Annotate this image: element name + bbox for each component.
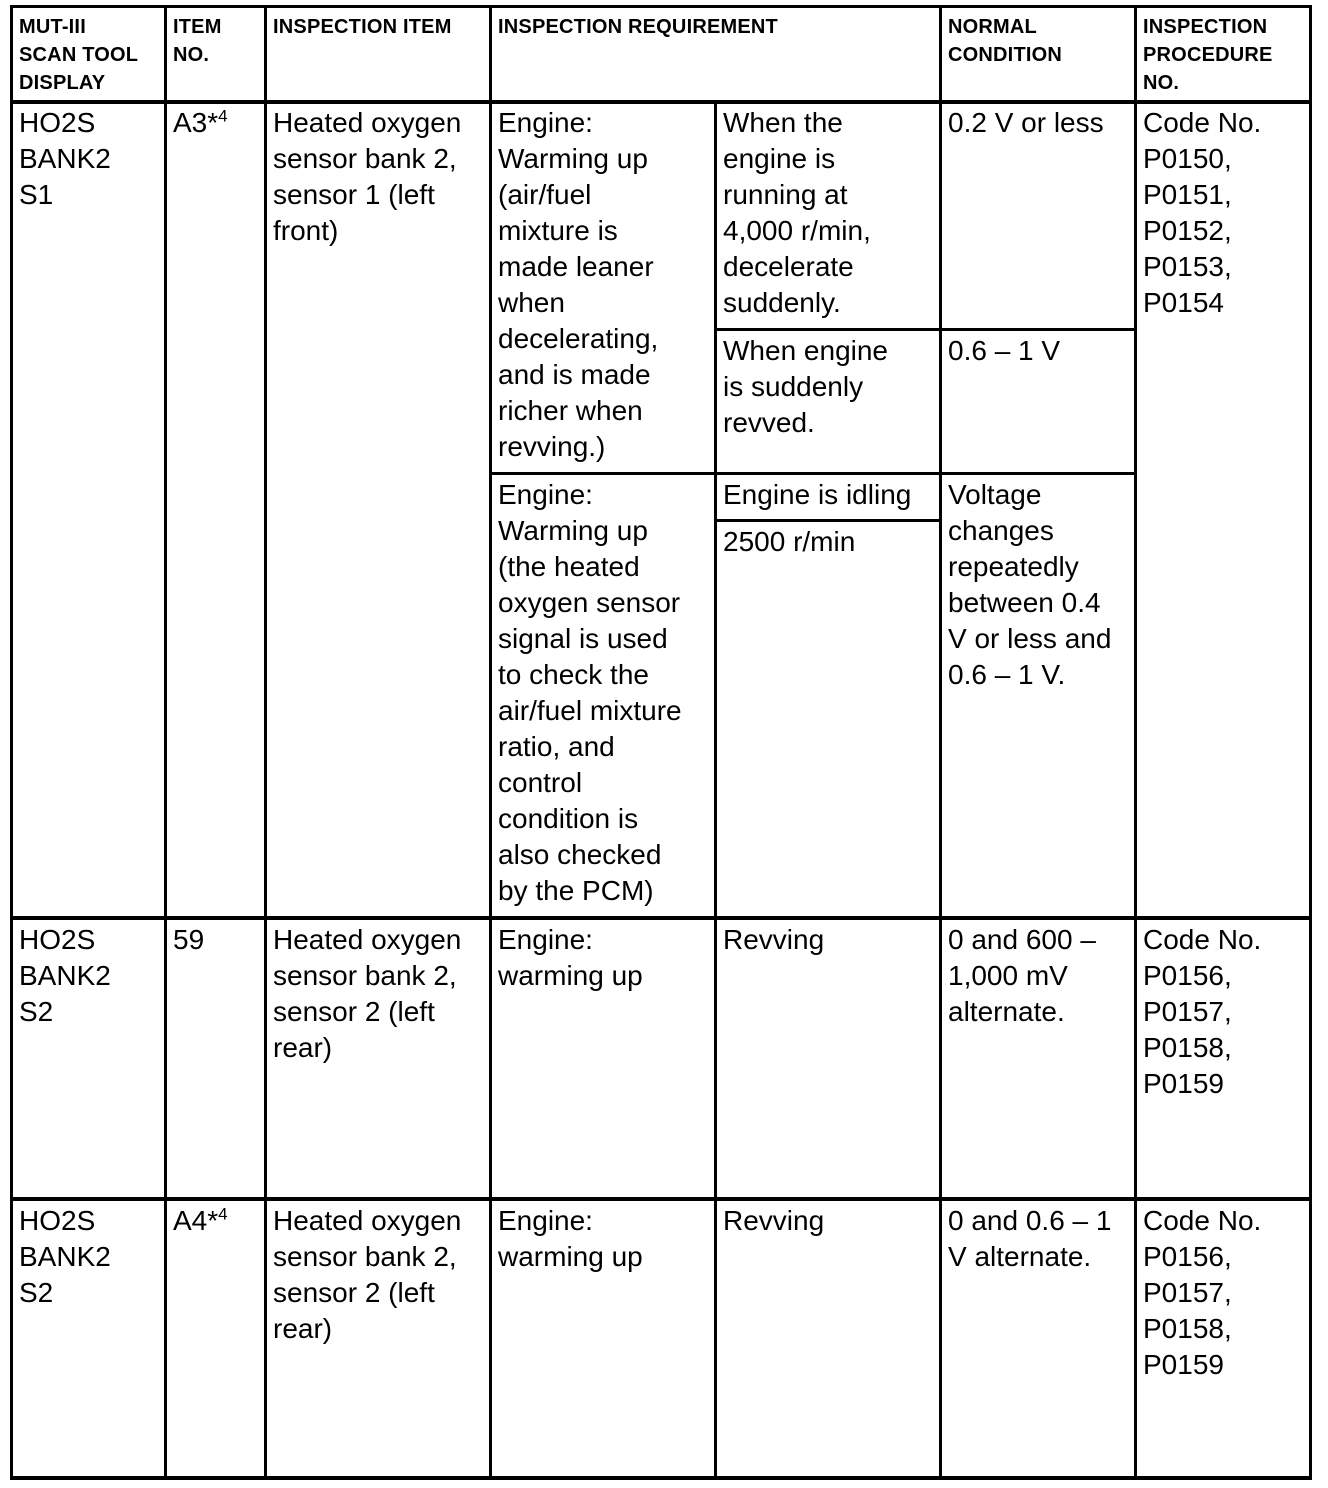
row1-normal-a2: 0.6 – 1 V — [948, 335, 1061, 366]
row2-display: HO2S BANK2 S2 — [19, 924, 111, 1027]
row1-item-no-footnote: 4 — [218, 106, 228, 126]
row3-condition: Engine: warming up — [498, 1205, 643, 1272]
row3-display: HO2S BANK2 S2 — [19, 1205, 111, 1308]
header-display: MUT-III SCAN TOOL DISPLAY — [19, 16, 139, 94]
row2-inspection-item: Heated oxygen sensor bank 2, sensor 2 (left rear) — [273, 924, 462, 1063]
header-procedure-no: INSPECTION PROCEDURE NO. — [1143, 16, 1273, 94]
row1-normal-a1: 0.2 V or less — [948, 107, 1104, 138]
row2-procedure: Code No. P0156, P0157, P0158, P0159 — [1143, 924, 1262, 1099]
row1-normal-b: Voltage changes repeatedly between 0.4 V or less and 0.6 – 1 V. — [948, 479, 1112, 690]
row3-normal: 0 and 0.6 – 1 V alternate. — [948, 1205, 1112, 1272]
table-border-bottom — [10, 1476, 1312, 1480]
row1-detail-b2: 2500 r/min — [723, 526, 856, 557]
row1-inspection-item: Heated oxygen sensor bank 2, sensor 1 (left front) — [273, 107, 462, 246]
header-normal-condition: NORMAL CONDITION — [948, 16, 1063, 66]
col-divider-1 — [164, 5, 167, 1480]
row2-normal: 0 and 600 – 1,000 mV alternate. — [948, 924, 1096, 1027]
row3-item-no — [164, 1200, 264, 1239]
header-inspection-item: INSPECTION ITEM — [273, 16, 452, 38]
header-item-no: ITEM NO. — [173, 16, 222, 66]
row2-condition: Engine: warming up — [498, 924, 643, 991]
row1-item-no — [164, 102, 264, 141]
row1-condition-a: Engine: Warming up (air/fuel mixture is made leaner when decelerating, and is made richer when revving.) — [498, 107, 659, 462]
row1-display: HO2S BANK2 S1 — [19, 107, 111, 210]
row1-detail-a1: When the engine is running at 4,000 r/min, decelerate suddenly. — [723, 107, 871, 318]
row3-item-no-footnote: 4 — [218, 1204, 228, 1224]
row3-detail: Revving — [723, 1205, 825, 1236]
row1-condition-b: Engine: Warming up (the heated oxygen sensor signal is used to check the air/fuel mixture ratio, and control condition is also checked by the PCM) — [498, 479, 682, 906]
row1-procedure: Code No. P0150, P0151, P0152, P0153, P0154 — [1143, 107, 1262, 318]
row3-inspection-item: Heated oxygen sensor bank 2, sensor 2 (left rear) — [273, 1205, 462, 1344]
row2-item-no: 59 — [173, 924, 205, 955]
row3-item-no-text: A4* — [173, 1205, 219, 1236]
row3-procedure: Code No. P0156, P0157, P0158, P0159 — [1143, 1205, 1262, 1380]
row1-item-no-text: A3* — [173, 107, 219, 138]
table-border-right — [1309, 5, 1312, 1480]
row1-detail-a2: When engine is suddenly revved. — [723, 335, 889, 438]
row2-detail: Revving — [723, 924, 825, 955]
header-inspection-requirement: INSPECTION REQUIREMENT — [498, 16, 778, 38]
row1-detail-b1: Engine is idling — [723, 479, 912, 510]
